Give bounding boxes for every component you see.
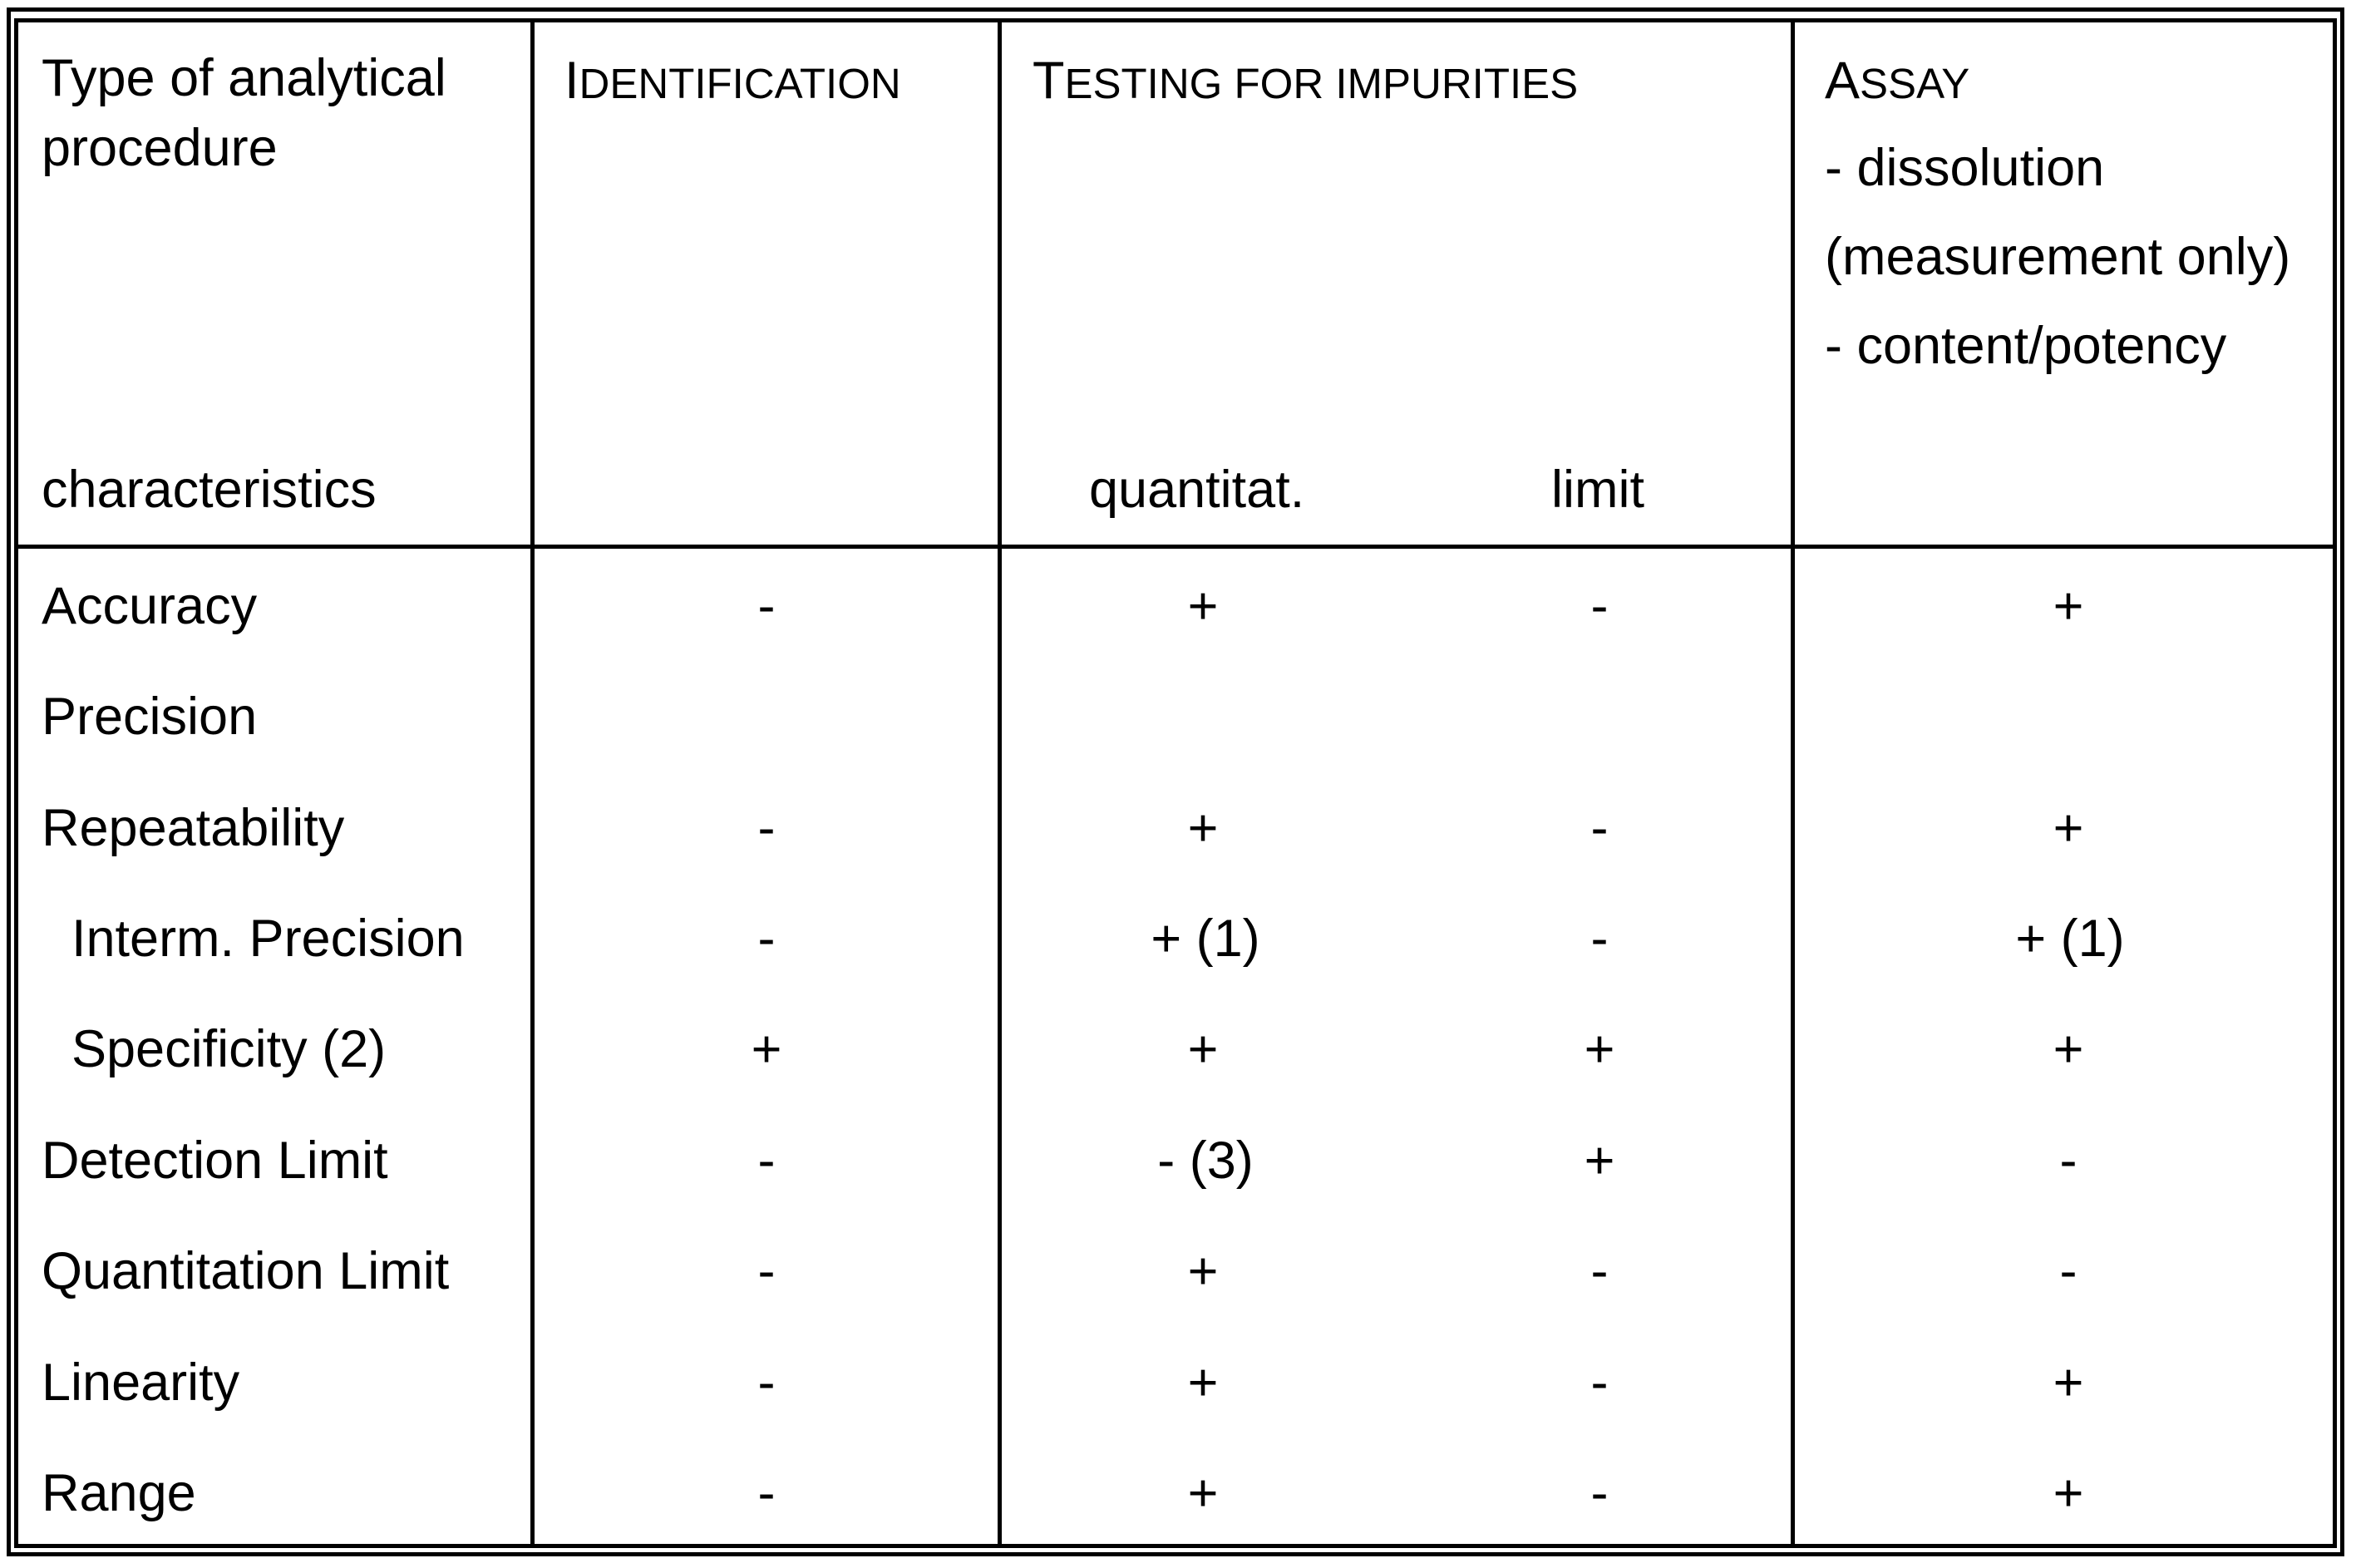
cell-impurities-limit: - [1590, 577, 1609, 635]
header-assay-dissolution: - dissolution [1825, 139, 2105, 197]
cell-assay: + [2053, 577, 2084, 635]
cell-impurities-quantitat: + [1187, 1464, 1219, 1522]
row-label: Accuracy [42, 577, 258, 635]
cell-impurities-limit: + [1584, 1132, 1615, 1190]
cell-impurities-quantitat: + [1187, 577, 1219, 635]
cell-impurities-quantitat: + [1187, 1020, 1219, 1078]
cell-identification: + [751, 1020, 782, 1078]
cell-assay: - [2059, 1242, 2078, 1300]
cell-identification: - [757, 577, 776, 635]
cell-impurities-quantitat: + (1) [1151, 910, 1260, 968]
header-row-label-line1: Type of analytical [42, 49, 446, 107]
cell-identification: - [757, 799, 776, 857]
cell-assay: + [2053, 1354, 2084, 1412]
header-sub-quantitat: quantitat. [1089, 461, 1305, 519]
row-label: Repeatability [42, 799, 345, 857]
header-assay-content-potency: - content/potency [1825, 317, 2227, 375]
header-testing-for-impurities: TESTING FOR IMPURITIES [1033, 52, 1579, 110]
row-label: Interm. Precision [71, 910, 465, 968]
cell-impurities-limit: - [1590, 910, 1609, 968]
row-label: Range [42, 1464, 196, 1522]
header-sub-limit: limit [1551, 461, 1644, 519]
cell-impurities-limit: - [1590, 1242, 1609, 1300]
column-divider-2 [998, 18, 1002, 1548]
header-row-label-line2: procedure [42, 119, 278, 177]
cell-impurities-limit: - [1590, 1354, 1609, 1412]
cell-assay: + (1) [2015, 910, 2125, 968]
column-divider-1 [530, 18, 535, 1548]
cell-assay: - [2059, 1132, 2078, 1190]
header-identification: IDENTIFICATION [564, 52, 901, 110]
cell-assay: + [2053, 799, 2084, 857]
cell-impurities-quantitat: - (3) [1157, 1132, 1254, 1190]
header-characteristics-label: characteristics [42, 461, 377, 519]
column-divider-3 [1791, 18, 1795, 1548]
cell-identification: - [757, 1242, 776, 1300]
cell-identification: - [757, 1132, 776, 1190]
header-assay-measurement-only: (measurement only) [1825, 228, 2291, 286]
cell-identification: - [757, 1354, 776, 1412]
header-assay: ASSAY [1825, 52, 1970, 110]
cell-assay: + [2053, 1464, 2084, 1522]
row-label: Specificity (2) [71, 1020, 387, 1078]
row-label: Precision [42, 688, 258, 746]
cell-impurities-limit: + [1584, 1020, 1615, 1078]
cell-impurities-limit: - [1590, 799, 1609, 857]
cell-impurities-limit: - [1590, 1464, 1609, 1522]
row-label: Detection Limit [42, 1132, 388, 1190]
cell-identification: - [757, 910, 776, 968]
cell-impurities-quantitat: + [1187, 1242, 1219, 1300]
cell-impurities-quantitat: + [1187, 1354, 1219, 1412]
cell-identification: - [757, 1464, 776, 1522]
row-label: Linearity [42, 1354, 240, 1412]
cell-impurities-quantitat: + [1187, 799, 1219, 857]
header-divider [14, 545, 2337, 549]
cell-assay: + [2053, 1020, 2084, 1078]
row-label: Quantitation Limit [42, 1242, 450, 1300]
